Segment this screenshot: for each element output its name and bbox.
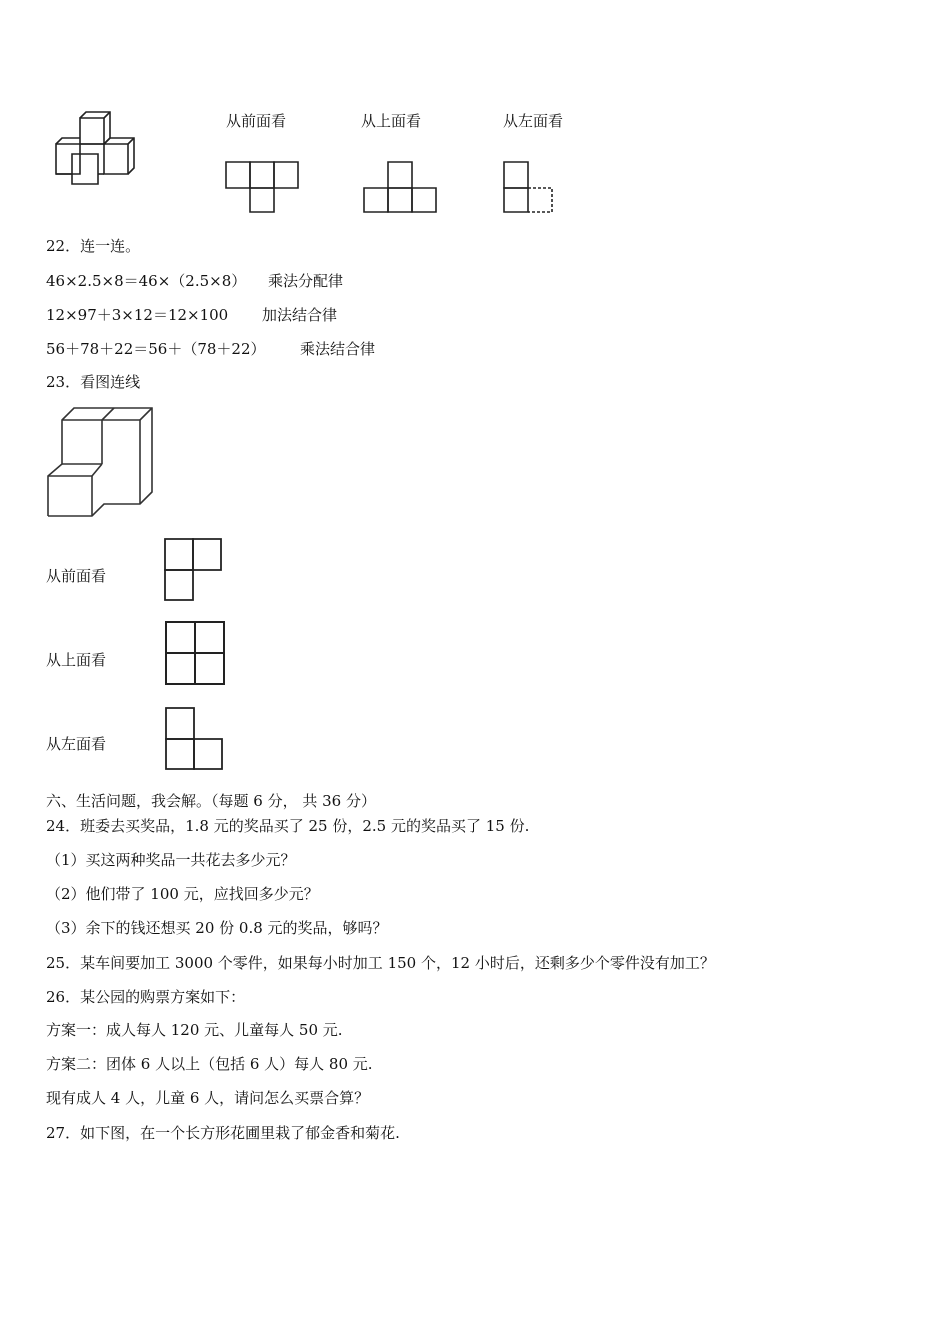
q24-sub-1: （1）买这两种奖品一共花去多少元？	[46, 851, 296, 869]
q23-top-view-label: 从上面看	[46, 651, 107, 669]
q23-front-view-label: 从前面看	[46, 567, 107, 585]
q24-sub-2: （2）他们带了 100 元，应找回多少元？	[46, 885, 319, 903]
q24-title: 24．班委去买奖品，1.8 元的奖品买了 25 份，2.5 元的奖品买了 15 份.	[46, 817, 530, 835]
q21-left-view-label: 从左面看	[503, 112, 564, 130]
q23-title: 23．看图连线	[46, 373, 141, 391]
q23-left-view-label: 从左面看	[46, 735, 107, 753]
q21-cube-solid-figure	[48, 108, 150, 188]
q24-sub-3: （3）余下的钱还想买 20 份 0.8 元的奖品，够吗？	[46, 919, 388, 937]
q22-law-1: 乘法分配律	[268, 272, 344, 290]
q25-title: 25．某车间要加工 3000 个零件，如果每小时加工 150 个，12 小时后，还剩多少个零件没有加工？	[46, 954, 715, 972]
q26-title: 26．某公园的购票方案如下：	[46, 988, 246, 1006]
q21-front-view-label: 从前面看	[226, 112, 287, 130]
q26-question: 现有成人 4 人，儿童 6 人，请问怎么买票合算？	[46, 1089, 370, 1107]
q21-top-view-shape	[362, 160, 442, 216]
q21-front-view-shape	[224, 160, 304, 216]
q26-plan-1: 方案一：成人每人 120 元、儿童每人 50 元.	[46, 1021, 343, 1039]
q27-title: 27．如下图，在一个长方形花圃里栽了郁金香和菊花.	[46, 1124, 400, 1142]
q22-expression-3: 56＋78＋22＝56＋（78＋22）	[46, 340, 266, 358]
q22-expression-1: 46×2.5×8＝46×（2.5×8）	[46, 272, 247, 290]
q23-left-view-shape	[164, 706, 226, 772]
q23-front-view-shape	[163, 537, 225, 603]
section6-heading: 六、生活问题，我会解。（每题 6 分， 共 36 分）	[46, 792, 376, 810]
q23-top-view-shape	[164, 620, 228, 688]
q23-solid-figure	[44, 402, 158, 522]
q22-law-2: 加法结合律	[262, 306, 338, 324]
q26-plan-2: 方案二：团体 6 人以上（包括 6 人）每人 80 元.	[46, 1055, 373, 1073]
q22-expression-2: 12×97＋3×12＝12×100	[46, 306, 229, 324]
q22-title: 22．连一连。	[46, 237, 141, 255]
q21-top-view-label: 从上面看	[361, 112, 422, 130]
q22-law-3: 乘法结合律	[300, 340, 376, 358]
q21-left-view-shape	[502, 160, 558, 216]
